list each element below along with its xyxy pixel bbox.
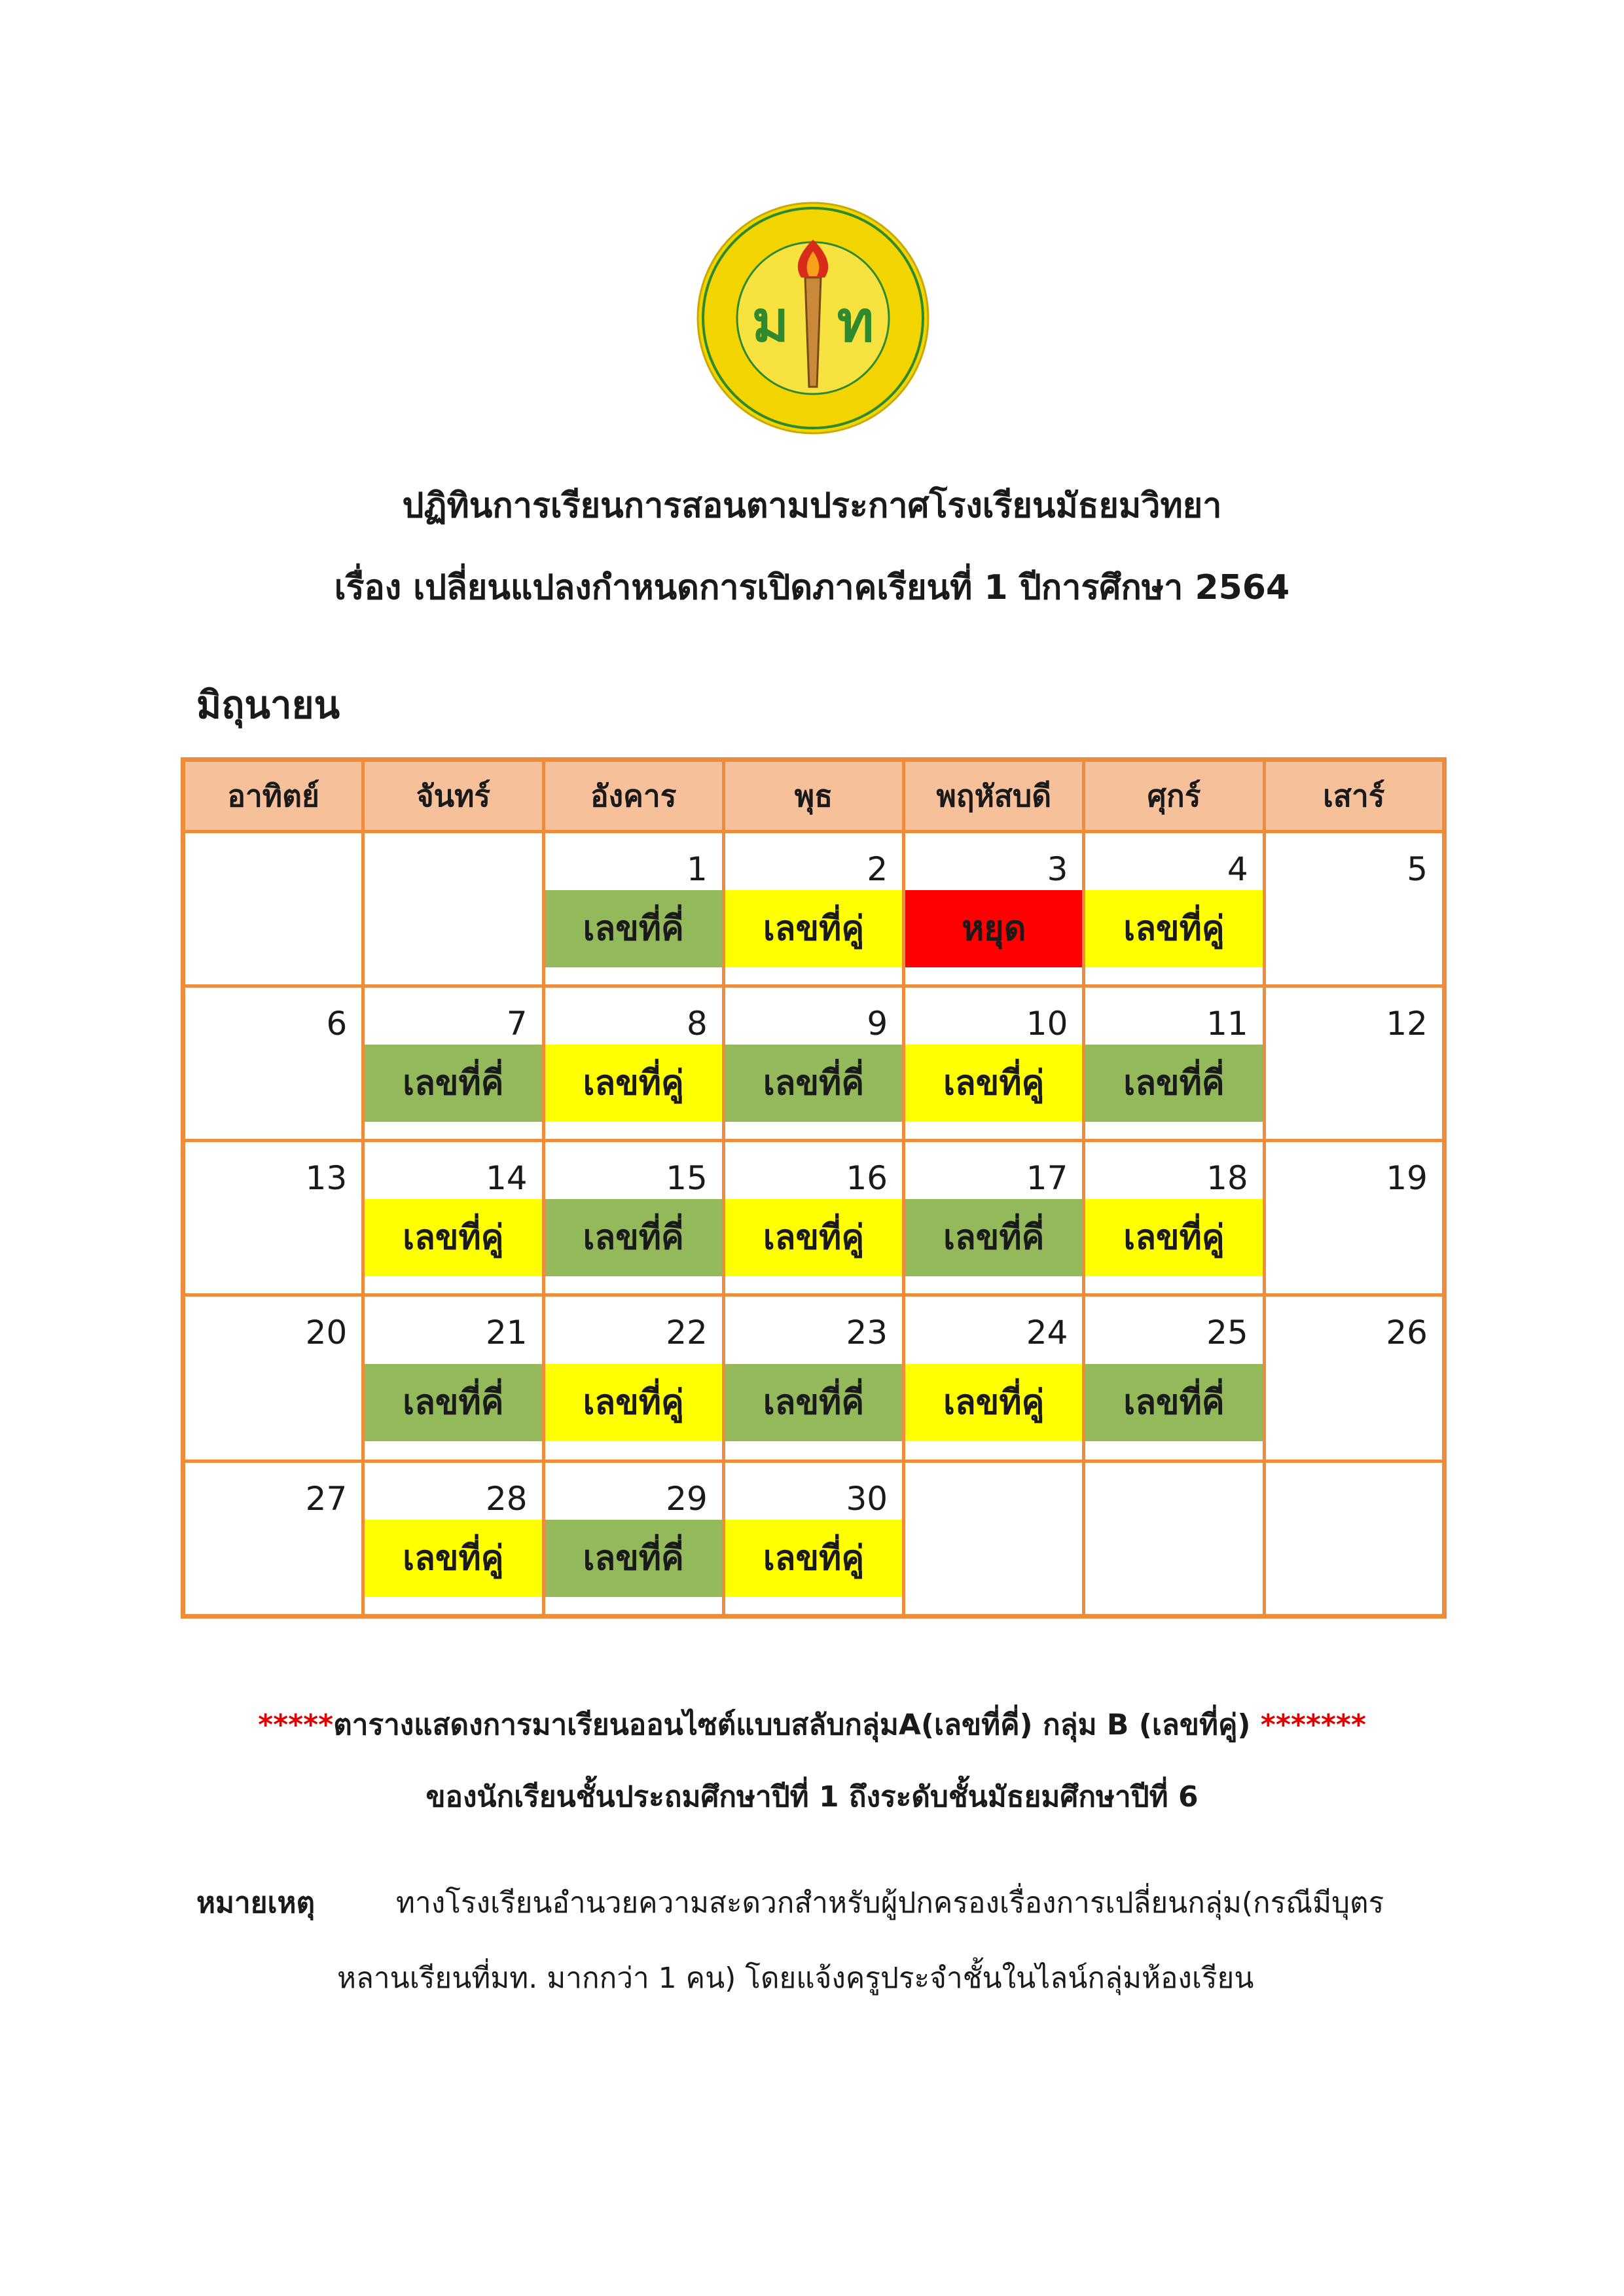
calendar-day-cell xyxy=(1084,1295,1264,1461)
calendar-day-cell xyxy=(904,832,1084,986)
odd-group-label: เลขที่คี่ xyxy=(725,1045,902,1122)
calendar-day-cell xyxy=(363,1461,543,1616)
odd-group-label: เลขที่คี่ xyxy=(725,1364,902,1441)
remark-label: หมายเหตุ xyxy=(196,1886,316,1920)
odd-group-label: เลขที่คี่ xyxy=(1085,1364,1262,1441)
odd-group-label: เลขที่คี่ xyxy=(365,1045,541,1122)
even-group-label: เลขที่คู่ xyxy=(545,1045,722,1122)
day-number: 19 xyxy=(1386,1158,1428,1197)
weekday-header: พฤหัสบดี xyxy=(904,760,1084,832)
day-number: 20 xyxy=(305,1313,348,1352)
calendar-day-cell xyxy=(543,1461,723,1616)
weekday-header-row xyxy=(183,760,1445,832)
calendar-day-cell xyxy=(723,1295,903,1461)
school-logo xyxy=(695,200,931,436)
calendar-day-cell xyxy=(723,986,903,1140)
calendar-day-cell xyxy=(183,1140,363,1295)
calendar-day-cell xyxy=(904,1461,1084,1616)
weekday-header: อาทิตย์ xyxy=(183,760,363,832)
schedule-note xyxy=(0,1702,1624,1748)
torch-icon xyxy=(805,278,821,387)
day-number: 25 xyxy=(1206,1313,1248,1352)
weekday-header: จันทร์ xyxy=(363,760,543,832)
note-stars-left: ***** xyxy=(258,1708,334,1742)
day-number: 5 xyxy=(1407,850,1428,888)
day-number: 14 xyxy=(485,1158,528,1197)
remark-line2: หลานเรียนที่มท. มากกว่า 1 คน) โดยแจ้งครูประจำชั้นในไลน์กลุ่มห้องเรียน xyxy=(337,1962,1254,1995)
weekday-header: เสาร์ xyxy=(1264,760,1444,832)
calendar-day-cell xyxy=(1264,986,1444,1140)
calendar-day-cell xyxy=(1264,1461,1444,1616)
calendar-day-cell xyxy=(183,1295,363,1461)
day-number: 16 xyxy=(846,1158,888,1197)
day-number: 27 xyxy=(305,1479,348,1518)
calendar-day-cell xyxy=(1084,1461,1264,1616)
day-number: 9 xyxy=(867,1004,888,1043)
calendar-day-cell xyxy=(363,1295,543,1461)
calendar-week-row xyxy=(183,986,1445,1140)
odd-group-label: เลขที่คี่ xyxy=(905,1199,1082,1276)
calendar-day-cell xyxy=(543,1295,723,1461)
day-number: 29 xyxy=(666,1479,708,1518)
day-number: 23 xyxy=(846,1313,888,1352)
calendar-day-cell xyxy=(1084,832,1264,986)
note-text: ตารางแสดงการมาเรียนออนไซต์แบบสลับกลุ่มA(เลขที่คี่) กลุ่ม B (เลขที่คู่) xyxy=(333,1708,1251,1742)
even-group-label: เลขที่คู่ xyxy=(365,1520,541,1597)
day-number: 4 xyxy=(1227,850,1248,888)
weekday-header: พุธ xyxy=(723,760,903,832)
logo-letter-left: ม xyxy=(751,289,789,355)
month-name: มิถุนายน xyxy=(196,683,340,727)
holiday-label: หยุด xyxy=(905,890,1082,967)
day-number: 28 xyxy=(485,1479,528,1518)
calendar-day-cell xyxy=(363,832,543,986)
calendar-day-cell xyxy=(183,1461,363,1616)
logo-letter-right: ท xyxy=(837,289,875,355)
day-number: 22 xyxy=(666,1313,708,1352)
day-number: 10 xyxy=(1026,1004,1068,1043)
calendar-day-cell xyxy=(723,1461,903,1616)
calendar-day-cell xyxy=(543,1140,723,1295)
calendar-day-cell xyxy=(543,986,723,1140)
day-number: 30 xyxy=(846,1479,888,1518)
remark-line1: ทางโรงเรียนอำนวยความสะดวกสำหรับผู้ปกครองเรื่องการเปลี่ยนกลุ่ม(กรณีมีบุตร xyxy=(396,1886,1384,1920)
weekday-header: อังคาร xyxy=(543,760,723,832)
day-number: 11 xyxy=(1206,1004,1248,1043)
calendar-week-row xyxy=(183,1461,1445,1616)
day-number: 6 xyxy=(326,1004,348,1043)
calendar-table xyxy=(181,757,1447,1619)
calendar-week-row xyxy=(183,1140,1445,1295)
day-number: 13 xyxy=(305,1158,348,1197)
calendar-title: ปฏิทินการเรียนการสอนตามประกาศโรงเรียนมัธยมวิทยา xyxy=(402,486,1222,526)
day-number: 15 xyxy=(666,1158,708,1197)
calendar-day-cell xyxy=(183,986,363,1140)
calendar-week-row xyxy=(183,1295,1445,1461)
even-group-label: เลขที่คู่ xyxy=(725,1199,902,1276)
odd-group-label: เลขที่คี่ xyxy=(365,1364,541,1441)
calendar-day-cell xyxy=(363,1140,543,1295)
odd-group-label: เลขที่คี่ xyxy=(1085,1045,1262,1122)
day-number: 17 xyxy=(1026,1158,1068,1197)
day-number: 2 xyxy=(867,850,888,888)
day-number: 1 xyxy=(687,850,708,888)
odd-group-label: เลขที่คี่ xyxy=(545,1520,722,1597)
calendar-day-cell xyxy=(1264,832,1444,986)
calendar-day-cell xyxy=(904,1295,1084,1461)
calendar-day-cell xyxy=(904,1140,1084,1295)
calendar-day-cell xyxy=(1264,1140,1444,1295)
note-stars-right: ******* xyxy=(1250,1708,1366,1742)
odd-group-label: เลขที่คี่ xyxy=(545,890,722,967)
odd-group-label: เลขที่คี่ xyxy=(545,1199,722,1276)
calendar-day-cell xyxy=(363,986,543,1140)
calendar-day-cell xyxy=(183,832,363,986)
calendar-day-cell xyxy=(1084,986,1264,1140)
even-group-label: เลขที่คู่ xyxy=(725,890,902,967)
calendar-week-row xyxy=(183,832,1445,986)
calendar-day-cell xyxy=(904,986,1084,1140)
day-number: 18 xyxy=(1206,1158,1248,1197)
calendar-day-cell xyxy=(1084,1140,1264,1295)
day-number: 8 xyxy=(687,1004,708,1043)
even-group-label: เลขที่คู่ xyxy=(365,1199,541,1276)
calendar-day-cell xyxy=(723,832,903,986)
calendar-day-cell xyxy=(1264,1295,1444,1461)
day-number: 12 xyxy=(1386,1004,1428,1043)
day-number: 26 xyxy=(1386,1313,1428,1352)
even-group-label: เลขที่คู่ xyxy=(905,1045,1082,1122)
calendar-subtitle: เรื่อง เปลี่ยนแปลงกำหนดการเปิดภาคเรียนที่ 1 ปีการศึกษา 2564 xyxy=(334,568,1290,607)
even-group-label: เลขที่คู่ xyxy=(545,1364,722,1441)
calendar-day-cell xyxy=(723,1140,903,1295)
calendar-day-cell xyxy=(543,832,723,986)
day-number: 24 xyxy=(1026,1313,1068,1352)
even-group-label: เลขที่คู่ xyxy=(1085,1199,1262,1276)
weekday-header: ศุกร์ xyxy=(1084,760,1264,832)
day-number: 7 xyxy=(506,1004,528,1043)
day-number: 21 xyxy=(485,1313,528,1352)
day-number: 3 xyxy=(1047,850,1068,888)
schedule-note-line2: ของนักเรียนชั้นประถมศึกษาปีที่ 1 ถึงระดับชั้นมัธยมศึกษาปีที่ 6 xyxy=(425,1780,1199,1814)
even-group-label: เลขที่คู่ xyxy=(725,1520,902,1597)
even-group-label: เลขที่คู่ xyxy=(1085,890,1262,967)
even-group-label: เลขที่คู่ xyxy=(905,1364,1082,1441)
